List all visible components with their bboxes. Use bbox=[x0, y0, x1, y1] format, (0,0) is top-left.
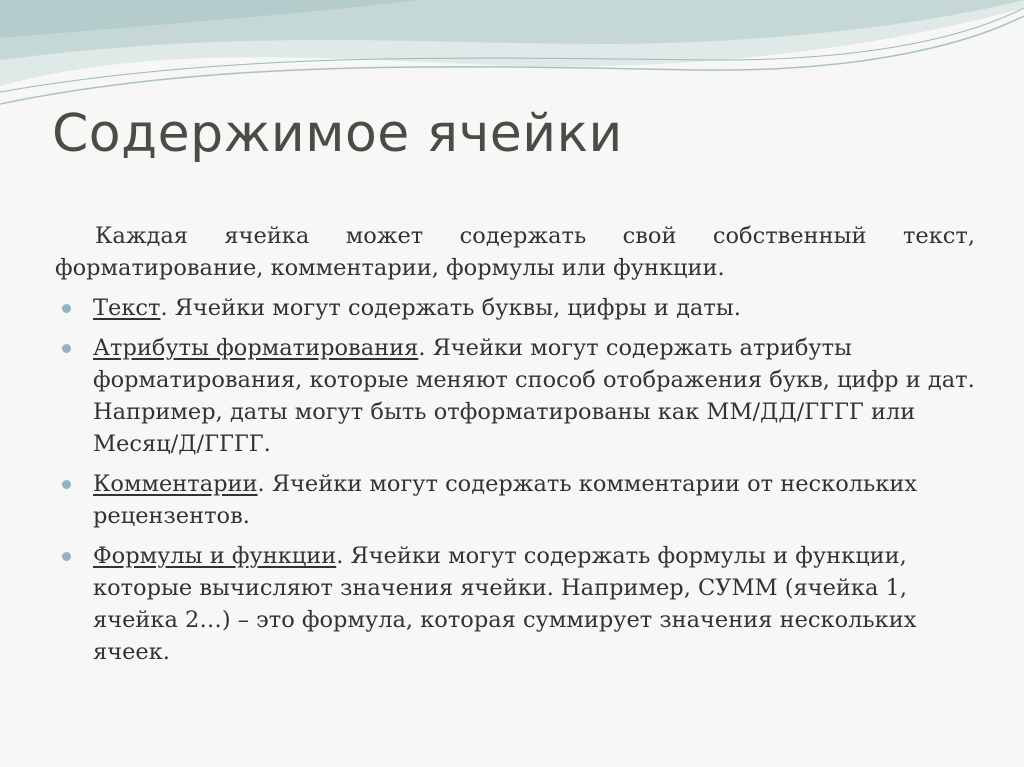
bullet-dot-icon bbox=[62, 480, 71, 489]
item-description: . Ячейки могут содержать атрибуты форматирования, которые меняют способ отображения букв, цифр и дат. Например, даты могут быть отформатированы как ММ/ДД/ГГГГ или Месяц/Д/ГГГГ. bbox=[93, 335, 975, 457]
bullet-dot-icon bbox=[62, 552, 71, 561]
list-item-formatting bbox=[55, 332, 975, 460]
item-description: . Ячейки могут содержать буквы, цифры и даты. bbox=[160, 295, 741, 321]
bullet-dot-icon bbox=[62, 304, 71, 313]
term-label: Атрибуты форматирования bbox=[93, 335, 419, 361]
list-item-comments bbox=[55, 468, 975, 532]
term-label: Текст bbox=[93, 295, 161, 321]
term-label: Формулы и функции bbox=[93, 543, 337, 569]
list-item-formulas bbox=[55, 540, 975, 668]
decorative-waves bbox=[0, 0, 1024, 120]
bullet-dot-icon bbox=[62, 344, 71, 353]
item-description: . Ячейки могут содержать комментарии от нескольких рецензентов. bbox=[93, 471, 918, 529]
item-description: . Ячейки могут содержать формулы и функции, которые вычисляют значения ячейки. Например, СУММ (ячейка 1, ячейка 2…) – это формула, которая суммирует значения нескольких ячеек. bbox=[93, 543, 917, 665]
term-label: Комментарии bbox=[93, 471, 258, 497]
slide-title: Содержимое ячейки bbox=[52, 104, 623, 164]
slide-content bbox=[55, 220, 975, 676]
bullet-list bbox=[55, 292, 975, 668]
list-item-text bbox=[55, 292, 975, 324]
intro-paragraph: Каждая ячейка может содержать свой собственный текст, форматирование, комментарии, формулы или функции. bbox=[55, 223, 975, 281]
